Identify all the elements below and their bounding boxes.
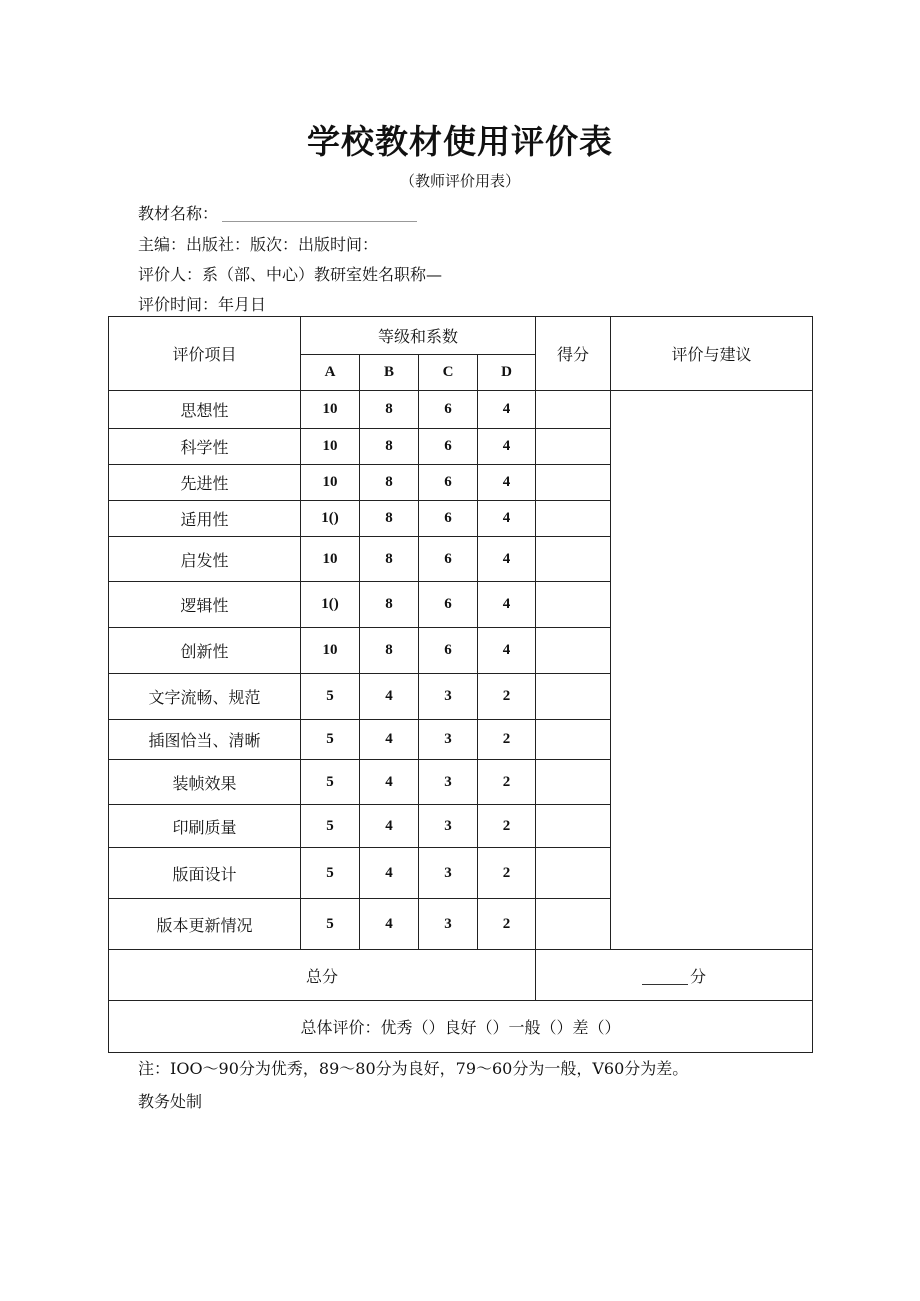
editor-line: 主编：出版社：版次：出版时间： <box>138 235 379 254</box>
row-grade-value: 4 <box>360 720 419 760</box>
row-grade-value: 8 <box>360 465 419 501</box>
row-item: 启发性 <box>109 537 301 582</box>
row-grade-value: 10 <box>301 537 360 582</box>
total-score-cell[interactable] <box>536 950 813 1001</box>
row-item: 适用性 <box>109 501 301 537</box>
row-grade-value: 8 <box>360 628 419 674</box>
header-grade-group: 等级和系数 <box>301 317 536 355</box>
row-grade-value: 3 <box>419 848 478 899</box>
row-grade-value: 6 <box>419 537 478 582</box>
row-grade-value: 2 <box>478 674 536 720</box>
row-grade-value: 4 <box>478 391 536 429</box>
row-grade-value: 6 <box>419 465 478 501</box>
row-grade-value: 4 <box>478 429 536 465</box>
row-grade-value: 4 <box>360 848 419 899</box>
row-item: 先进性 <box>109 465 301 501</box>
row-score-cell[interactable] <box>536 582 611 628</box>
header-comment: 评价与建议 <box>611 317 813 391</box>
row-grade-value: 4 <box>478 465 536 501</box>
row-score-cell[interactable] <box>536 429 611 465</box>
table-row <box>109 391 813 429</box>
row-grade-value: 8 <box>360 501 419 537</box>
total-row <box>109 950 813 1001</box>
time-line: 评价时间：年月日 <box>138 295 267 314</box>
row-item: 版本更新情况 <box>109 899 301 950</box>
row-grade-value: 5 <box>301 760 360 805</box>
row-score-cell[interactable] <box>536 674 611 720</box>
total-unit: 分 <box>690 966 707 986</box>
row-grade-value: 4 <box>478 628 536 674</box>
total-score-blank[interactable] <box>642 970 688 985</box>
row-grade-value: 2 <box>478 848 536 899</box>
row-score-cell[interactable] <box>536 848 611 899</box>
row-grade-value: 1() <box>301 582 360 628</box>
row-item: 创新性 <box>109 628 301 674</box>
row-item: 印刷质量 <box>109 805 301 848</box>
row-item: 装帧效果 <box>109 760 301 805</box>
row-grade-value: 4 <box>478 537 536 582</box>
grade-d: D <box>478 355 536 391</box>
row-item: 文字流畅、规范 <box>109 674 301 720</box>
row-grade-value: 1() <box>301 501 360 537</box>
evaluation-table <box>108 316 813 1053</box>
row-grade-value: 8 <box>360 391 419 429</box>
row-item: 版面设计 <box>109 848 301 899</box>
textbook-name-line <box>138 201 417 224</box>
row-grade-value: 2 <box>478 760 536 805</box>
row-grade-value: 5 <box>301 720 360 760</box>
row-grade-value: 5 <box>301 848 360 899</box>
row-grade-value: 10 <box>301 628 360 674</box>
row-item: 科学性 <box>109 429 301 465</box>
grade-c: C <box>419 355 478 391</box>
row-score-cell[interactable] <box>536 760 611 805</box>
evaluator-line: 评价人：系（部、中心）教研室姓名职称— <box>138 265 443 284</box>
row-grade-value: 4 <box>360 674 419 720</box>
row-score-cell[interactable] <box>536 501 611 537</box>
row-score-cell[interactable] <box>536 899 611 950</box>
row-grade-value: 3 <box>419 899 478 950</box>
row-grade-value: 8 <box>360 582 419 628</box>
row-grade-value: 4 <box>360 899 419 950</box>
row-score-cell[interactable] <box>536 720 611 760</box>
row-grade-value: 10 <box>301 429 360 465</box>
row-grade-value: 3 <box>419 720 478 760</box>
row-grade-value: 3 <box>419 760 478 805</box>
row-item: 插图恰当、清晰 <box>109 720 301 760</box>
row-grade-value: 4 <box>360 760 419 805</box>
row-grade-value: 8 <box>360 537 419 582</box>
page-title: 学校教材使用评价表 <box>307 122 613 161</box>
row-score-cell[interactable] <box>536 805 611 848</box>
row-grade-value: 4 <box>478 501 536 537</box>
row-grade-value: 6 <box>419 501 478 537</box>
grade-a: A <box>301 355 360 391</box>
row-grade-value: 2 <box>478 805 536 848</box>
row-item: 逻辑性 <box>109 582 301 628</box>
row-grade-value: 4 <box>360 805 419 848</box>
row-grade-value: 3 <box>419 674 478 720</box>
row-grade-value: 3 <box>419 805 478 848</box>
row-grade-value: 5 <box>301 805 360 848</box>
row-grade-value: 6 <box>419 582 478 628</box>
row-grade-value: 2 <box>478 720 536 760</box>
row-grade-value: 10 <box>301 465 360 501</box>
row-score-cell[interactable] <box>536 537 611 582</box>
comment-cell[interactable] <box>611 391 813 950</box>
total-label: 总分 <box>109 950 536 1001</box>
footnote: 注：IOO～90分为优秀，89～80分为良好，79～60分为一般，V60分为差。 <box>138 1059 689 1078</box>
row-grade-value: 6 <box>419 391 478 429</box>
header-score: 得分 <box>536 317 611 391</box>
row-grade-value: 4 <box>478 582 536 628</box>
header-item: 评价项目 <box>109 317 301 391</box>
row-grade-value: 8 <box>360 429 419 465</box>
row-item: 思想性 <box>109 391 301 429</box>
overall-evaluation[interactable]: 总体评价：优秀（）良好（）一般（）差（） <box>109 1001 813 1053</box>
row-grade-value: 5 <box>301 674 360 720</box>
department: 教务处制 <box>138 1092 203 1111</box>
textbook-name-label: 教材名称： <box>138 204 219 223</box>
row-score-cell[interactable] <box>536 391 611 429</box>
row-grade-value: 6 <box>419 429 478 465</box>
row-score-cell[interactable] <box>536 465 611 501</box>
row-grade-value: 5 <box>301 899 360 950</box>
row-score-cell[interactable] <box>536 628 611 674</box>
page-subtitle: （教师评价用表） <box>399 172 520 190</box>
row-grade-value: 6 <box>419 628 478 674</box>
row-grade-value: 2 <box>478 899 536 950</box>
overall-row <box>109 1001 813 1053</box>
row-grade-value: 10 <box>301 391 360 429</box>
grade-b: B <box>360 355 419 391</box>
textbook-name-blank <box>222 207 417 222</box>
